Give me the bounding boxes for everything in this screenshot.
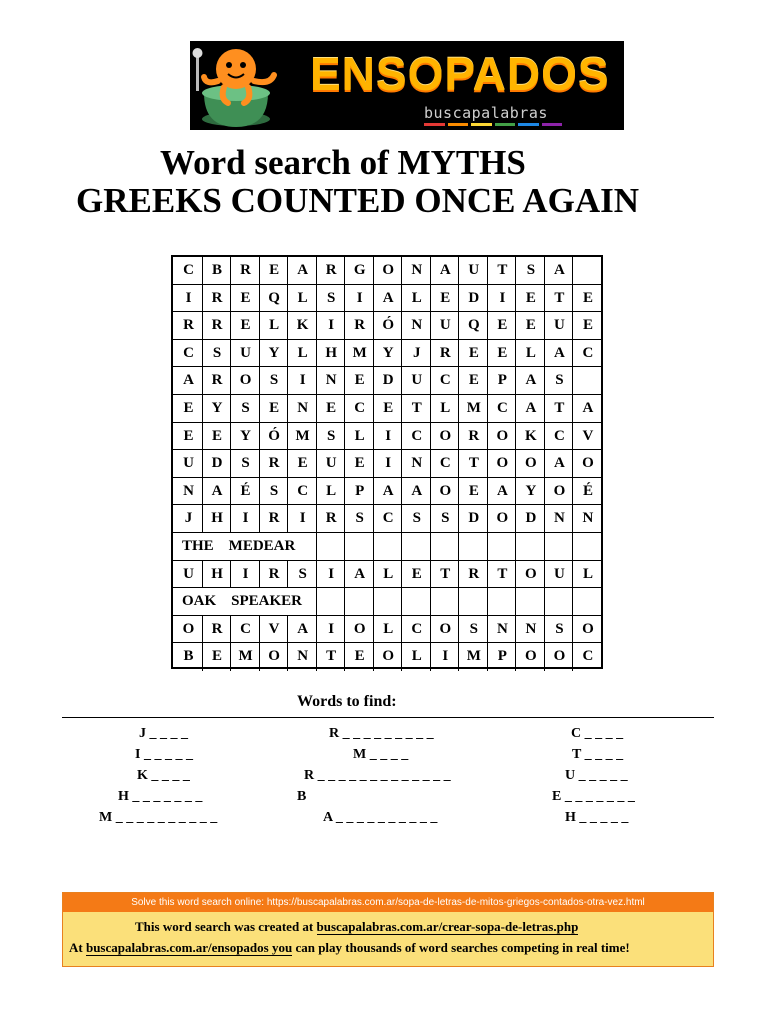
grid-letter[interactable]: U xyxy=(554,317,565,334)
grid-letter[interactable]: M xyxy=(295,427,310,444)
grid-letter[interactable]: A xyxy=(554,455,565,472)
footer-line1-prefix: This word search was created at xyxy=(135,919,317,934)
word-clue: I _ _ _ _ _ xyxy=(135,747,193,762)
brand-stripe xyxy=(471,123,492,126)
brand-stripe xyxy=(542,123,563,126)
grid-letter[interactable]: T xyxy=(468,455,479,472)
grid-letter[interactable]: E xyxy=(240,317,251,334)
grid-letter[interactable]: I xyxy=(328,620,335,637)
grid-letter[interactable]: S xyxy=(326,289,336,306)
grid-phrase[interactable]: THE MEDEAR xyxy=(182,533,299,560)
grid-letter[interactable]: J xyxy=(413,344,421,361)
grid-letter[interactable]: U xyxy=(554,565,565,582)
grid-letter[interactable]: E xyxy=(354,648,365,665)
grid-letter[interactable]: A xyxy=(382,289,394,306)
grid-letter[interactable]: I xyxy=(328,565,335,582)
grid-letter[interactable]: R xyxy=(268,565,280,582)
brand-name: ENSOPADOS xyxy=(310,48,610,100)
grid-letter[interactable]: C xyxy=(582,648,594,665)
grid-letter[interactable]: N xyxy=(525,620,537,637)
grid-letter[interactable]: I xyxy=(242,510,249,527)
grid-letter[interactable]: C xyxy=(411,427,423,444)
ensopados-link[interactable]: buscapalabras.com.ar/ensopados you xyxy=(85,940,293,955)
grid-letter[interactable]: I xyxy=(442,648,449,665)
grid-letter[interactable]: C xyxy=(439,455,451,472)
grid-letter[interactable]: S xyxy=(526,262,536,278)
grid-letter[interactable]: H xyxy=(211,510,223,527)
grid-letter[interactable]: M xyxy=(238,648,253,665)
grid-letter[interactable]: G xyxy=(353,262,366,278)
grid-letter[interactable]: O xyxy=(496,427,509,444)
word-clue: M _ _ _ _ _ _ _ _ _ _ xyxy=(99,810,218,825)
grid-letter[interactable]: O xyxy=(439,620,452,637)
grid-letter[interactable]: S xyxy=(269,482,279,499)
grid-letter[interactable]: E xyxy=(497,344,508,361)
grid-letter[interactable]: O xyxy=(182,620,195,637)
grid-letter[interactable]: S xyxy=(412,510,421,527)
grid-letter[interactable]: N xyxy=(411,262,423,278)
grid-letter[interactable]: J xyxy=(184,510,193,527)
grid-letter[interactable]: R xyxy=(468,565,480,582)
word-clue: A _ _ _ _ _ _ _ _ _ _ xyxy=(323,810,438,825)
grid-phrase[interactable]: OAK SPEAKER xyxy=(182,588,306,615)
grid-letter[interactable]: Q xyxy=(467,317,480,334)
grid-letter[interactable]: I xyxy=(299,372,306,389)
brand-stripes xyxy=(424,123,562,126)
grid-row xyxy=(173,423,601,451)
grid-letter[interactable]: K xyxy=(525,427,537,444)
grid-letter[interactable]: O xyxy=(439,427,452,444)
grid-letter[interactable]: O xyxy=(382,648,395,665)
grid-letter[interactable]: D xyxy=(468,510,480,527)
grid-letter[interactable]: S xyxy=(469,620,478,637)
grid-letter[interactable]: O xyxy=(239,372,252,389)
grid-letter[interactable]: A xyxy=(354,565,366,582)
grid-row xyxy=(173,312,601,340)
grid-letter[interactable]: I xyxy=(328,317,335,334)
grid-letter[interactable]: N xyxy=(297,648,309,665)
grid-letter[interactable]: A xyxy=(554,344,565,361)
grid-letter[interactable]: E xyxy=(269,399,280,416)
grid-letter[interactable]: C xyxy=(496,399,508,416)
grid-letter[interactable]: I xyxy=(385,455,392,472)
grid-letter[interactable]: O xyxy=(496,455,509,472)
grid-letter[interactable]: U xyxy=(325,455,337,472)
grid-letter[interactable]: T xyxy=(554,399,565,416)
grid-letter[interactable]: R xyxy=(268,455,280,472)
grid-letter[interactable]: T xyxy=(497,565,508,582)
grid-letter[interactable]: R xyxy=(211,289,223,306)
grid-letter[interactable]: E xyxy=(525,317,536,334)
grid-letter[interactable]: C xyxy=(297,482,309,499)
grid-letter[interactable]: I xyxy=(385,427,392,444)
grid-letter[interactable]: C xyxy=(240,620,251,637)
grid-letter[interactable]: E xyxy=(354,455,365,472)
grid-letter[interactable]: E xyxy=(468,344,479,361)
grid-letter[interactable]: Y xyxy=(240,427,251,444)
word-clue: B xyxy=(297,789,307,804)
grid-letter[interactable]: L xyxy=(411,648,422,665)
grid-letter[interactable]: D xyxy=(468,289,480,306)
ensopados-banner[interactable] xyxy=(190,41,624,130)
grid-row xyxy=(173,395,601,423)
grid-letter[interactable]: M xyxy=(466,399,481,416)
grid-letter[interactable]: E xyxy=(497,317,508,334)
grid-letter[interactable]: R xyxy=(211,317,223,334)
grid-row xyxy=(173,367,601,395)
grid-letter[interactable]: T xyxy=(554,289,565,306)
grid-letter[interactable]: R xyxy=(325,262,337,278)
grid-letter[interactable]: S xyxy=(298,565,307,582)
grid-letter[interactable]: H xyxy=(325,344,337,361)
grid-letter[interactable]: U xyxy=(183,565,194,582)
grid-letter[interactable]: C xyxy=(411,620,423,637)
grid-letter[interactable]: A xyxy=(554,262,565,278)
grid-letter[interactable]: A xyxy=(525,372,537,389)
grid-letter[interactable]: T xyxy=(440,565,451,582)
grid-letter[interactable]: C xyxy=(582,344,594,361)
grid-letter[interactable]: É xyxy=(582,482,593,499)
grid-letter[interactable]: A xyxy=(183,372,194,389)
grid-row xyxy=(173,478,601,506)
word-clue: H _ _ _ _ _ _ _ xyxy=(118,789,203,804)
grid-letter[interactable]: L xyxy=(582,565,593,582)
grid-letter[interactable]: O xyxy=(553,482,566,499)
grid-letter[interactable]: Q xyxy=(268,289,280,306)
grid-letter[interactable]: L xyxy=(440,399,451,416)
solve-online-link[interactable]: Solve this word search online: https://buscapalabras.com.ar/sopa-de-letras-de-mitos-griegos-contados-otra-vez.html xyxy=(63,893,713,912)
grid-letter[interactable]: I xyxy=(242,565,249,582)
word-clue: R _ _ _ _ _ _ _ _ _ xyxy=(329,726,434,741)
grid-letter[interactable]: I xyxy=(299,510,306,527)
grid-letter[interactable]: N xyxy=(496,620,508,637)
grid-letter[interactable]: C xyxy=(439,372,451,389)
grid-letter[interactable]: S xyxy=(241,399,250,416)
grid-row xyxy=(173,561,601,589)
grid-letter[interactable]: K xyxy=(296,317,309,334)
grid-letter[interactable]: O xyxy=(525,565,537,582)
grid-letter[interactable]: V xyxy=(582,427,594,444)
brand-stripe xyxy=(424,123,445,126)
grid-letter[interactable]: T xyxy=(326,648,337,665)
grid-letter[interactable]: H xyxy=(211,565,223,582)
grid-letter[interactable]: E xyxy=(383,399,394,416)
word-clue: K _ _ _ _ xyxy=(137,768,190,783)
brand-subtitle: buscapalabras xyxy=(424,104,548,122)
grid-letter[interactable]: O xyxy=(582,620,594,637)
grid-letter[interactable]: R xyxy=(325,510,337,527)
grid-letter[interactable]: O xyxy=(582,455,594,472)
footer-line2-prefix: At xyxy=(69,940,86,955)
page-title-line2: GREEKS COUNTED ONCE AGAIN xyxy=(76,181,640,220)
grid-row xyxy=(173,505,601,533)
grid-letter[interactable]: P xyxy=(355,482,365,499)
grid-letter[interactable]: P xyxy=(497,648,507,665)
grid-letter[interactable]: P xyxy=(497,372,507,389)
grid-letter[interactable]: I xyxy=(499,289,506,306)
grid-letter[interactable]: U xyxy=(411,372,423,389)
grid-letter[interactable]: B xyxy=(183,648,194,665)
grid-letter[interactable]: U xyxy=(183,455,194,472)
grid-letter[interactable]: R xyxy=(354,317,366,334)
grid-letter[interactable]: L xyxy=(383,620,394,637)
grid-row xyxy=(173,643,601,671)
page-title-line1: Word search of MYTHS xyxy=(160,143,526,182)
grid-letter[interactable]: R xyxy=(240,262,251,278)
grid-letter[interactable]: N xyxy=(297,399,309,416)
grid-letter[interactable]: A xyxy=(211,482,223,499)
grid-letter[interactable]: A xyxy=(411,482,423,499)
grid-letter[interactable]: Y xyxy=(268,344,280,361)
grid-letter[interactable]: E xyxy=(582,289,593,306)
word-clue: U _ _ _ _ _ xyxy=(565,768,628,783)
grid-letter[interactable]: S xyxy=(326,427,336,444)
grid-letter[interactable]: U xyxy=(439,317,451,334)
grid-letter[interactable]: Y xyxy=(211,399,223,416)
grid-letter[interactable]: C xyxy=(183,262,194,278)
grid-letter[interactable]: L xyxy=(269,317,280,334)
grid-row xyxy=(173,588,601,616)
create-word-search-link[interactable]: buscapalabras.com.ar/crear-sopa-de-letras.php xyxy=(316,919,579,934)
grid-row xyxy=(173,285,601,313)
footer-line2-suffix: can play thousands of word searches competing in real time! xyxy=(292,940,630,955)
word-clue: C _ _ _ _ xyxy=(571,726,624,741)
grid-letter[interactable]: E xyxy=(212,427,223,444)
grid-letter[interactable]: L xyxy=(525,344,536,361)
grid-letter[interactable]: O xyxy=(382,262,395,278)
grid-letter[interactable]: A xyxy=(525,399,537,416)
grid-letter[interactable]: E xyxy=(183,399,194,416)
grid-letter[interactable]: E xyxy=(525,289,536,306)
grid-letter[interactable]: I xyxy=(356,289,363,306)
grid-letter[interactable]: E xyxy=(212,648,223,665)
grid-letter[interactable]: E xyxy=(183,427,194,444)
grid-letter[interactable]: É xyxy=(240,482,251,499)
grid-letter[interactable]: N xyxy=(554,510,565,527)
octopus-in-pot-icon xyxy=(190,41,320,130)
grid-letter[interactable]: E xyxy=(582,317,593,334)
grid-row xyxy=(173,340,601,368)
words-to-find-heading: Words to find: xyxy=(297,693,397,710)
grid-letter[interactable]: Ó xyxy=(382,317,395,334)
grid-letter[interactable]: O xyxy=(525,455,537,472)
word-clue: M _ _ _ _ xyxy=(353,747,409,762)
grid-letter[interactable]: L xyxy=(297,344,308,361)
grid-letter[interactable]: E xyxy=(354,372,365,389)
grid-letter[interactable]: M xyxy=(466,648,481,665)
grid-letter[interactable]: Y xyxy=(382,344,394,361)
grid-letter[interactable]: R xyxy=(468,427,480,444)
grid-letter[interactable]: A xyxy=(582,399,594,416)
grid-letter[interactable]: S xyxy=(269,372,279,389)
grid-letter[interactable]: E xyxy=(468,482,479,499)
grid-letter[interactable]: E xyxy=(326,399,337,416)
grid-letter[interactable]: S xyxy=(212,344,222,361)
grid-letter[interactable]: A xyxy=(297,620,309,637)
grid-letter[interactable]: N xyxy=(325,372,337,389)
brand-stripe xyxy=(518,123,539,126)
grid-row xyxy=(173,533,601,561)
divider xyxy=(62,717,714,718)
grid-letter[interactable]: M xyxy=(352,344,367,361)
grid-letter[interactable]: A xyxy=(382,482,394,499)
grid-letter[interactable]: A xyxy=(297,262,309,278)
grid-letter[interactable]: B xyxy=(212,262,223,278)
grid-letter[interactable]: E xyxy=(411,565,422,582)
grid-letter[interactable]: C xyxy=(354,399,366,416)
grid-letter[interactable]: L xyxy=(326,482,337,499)
grid-letter[interactable]: T xyxy=(497,262,508,278)
grid-letter[interactable]: S xyxy=(555,620,564,637)
grid-letter[interactable]: D xyxy=(211,455,223,472)
grid-letter[interactable]: N xyxy=(411,455,423,472)
grid-letter[interactable]: L xyxy=(354,427,365,444)
grid-letter[interactable]: Ó xyxy=(268,427,280,444)
grid-letter[interactable]: L xyxy=(383,565,394,582)
grid-letter[interactable]: R xyxy=(268,510,280,527)
grid-letter[interactable]: C xyxy=(554,427,565,444)
grid-row xyxy=(173,450,601,478)
grid-letter[interactable]: O xyxy=(268,648,280,665)
word-search-grid[interactable] xyxy=(171,255,603,669)
grid-letter[interactable]: R xyxy=(439,344,451,361)
grid-letter[interactable]: E xyxy=(240,289,251,306)
word-clue: E _ _ _ _ _ _ _ xyxy=(552,789,635,804)
grid-letter[interactable]: A xyxy=(496,482,508,499)
grid-letter[interactable]: V xyxy=(268,620,280,637)
grid-letter[interactable]: O xyxy=(496,510,509,527)
grid-letter[interactable]: N xyxy=(183,482,194,499)
grid-letter[interactable]: N xyxy=(582,510,594,527)
grid-letter[interactable]: S xyxy=(555,372,564,389)
grid-letter[interactable]: D xyxy=(525,510,537,527)
grid-letter[interactable]: U xyxy=(240,344,251,361)
grid-letter[interactable]: O xyxy=(353,620,366,637)
grid-row xyxy=(173,257,601,285)
grid-letter[interactable]: Y xyxy=(525,482,537,499)
word-clue: R _ _ _ _ _ _ _ _ _ _ _ _ _ xyxy=(304,768,451,783)
grid-letter[interactable]: O xyxy=(439,482,452,499)
grid-letter[interactable]: I xyxy=(185,289,192,306)
grid-letter[interactable]: C xyxy=(183,344,194,361)
word-clue: H _ _ _ _ _ xyxy=(565,810,629,825)
grid-letter[interactable]: T xyxy=(411,399,422,416)
grid-letter[interactable]: U xyxy=(468,262,480,278)
grid-letter[interactable]: E xyxy=(269,262,280,278)
grid-letter[interactable]: O xyxy=(553,648,566,665)
grid-letter[interactable]: E xyxy=(440,289,451,306)
grid-letter[interactable]: E xyxy=(468,372,479,389)
grid-letter[interactable]: R xyxy=(183,317,194,334)
grid-letter[interactable]: L xyxy=(297,289,308,306)
word-clue: J _ _ _ _ xyxy=(139,726,188,741)
footer-panel xyxy=(62,892,714,967)
grid-letter[interactable]: A xyxy=(439,262,451,278)
grid-letter[interactable]: R xyxy=(211,620,223,637)
word-clue: T _ _ _ _ xyxy=(572,747,624,762)
grid-letter[interactable]: L xyxy=(411,289,422,306)
grid-letter[interactable]: N xyxy=(411,317,423,334)
brand-stripe xyxy=(495,123,516,126)
grid-letter[interactable]: S xyxy=(355,510,364,527)
brand-stripe xyxy=(448,123,469,126)
grid-row xyxy=(173,616,601,644)
grid-letter[interactable]: R xyxy=(211,372,223,389)
grid-letter[interactable]: S xyxy=(241,455,250,472)
grid-letter[interactable]: E xyxy=(297,455,308,472)
footer-ensopados-promo xyxy=(69,940,630,956)
grid-letter[interactable]: D xyxy=(382,372,394,389)
grid-letter[interactable]: S xyxy=(441,510,450,527)
grid-letter[interactable]: C xyxy=(382,510,394,527)
footer-created-at xyxy=(135,919,578,935)
grid-letter[interactable]: O xyxy=(525,648,537,665)
